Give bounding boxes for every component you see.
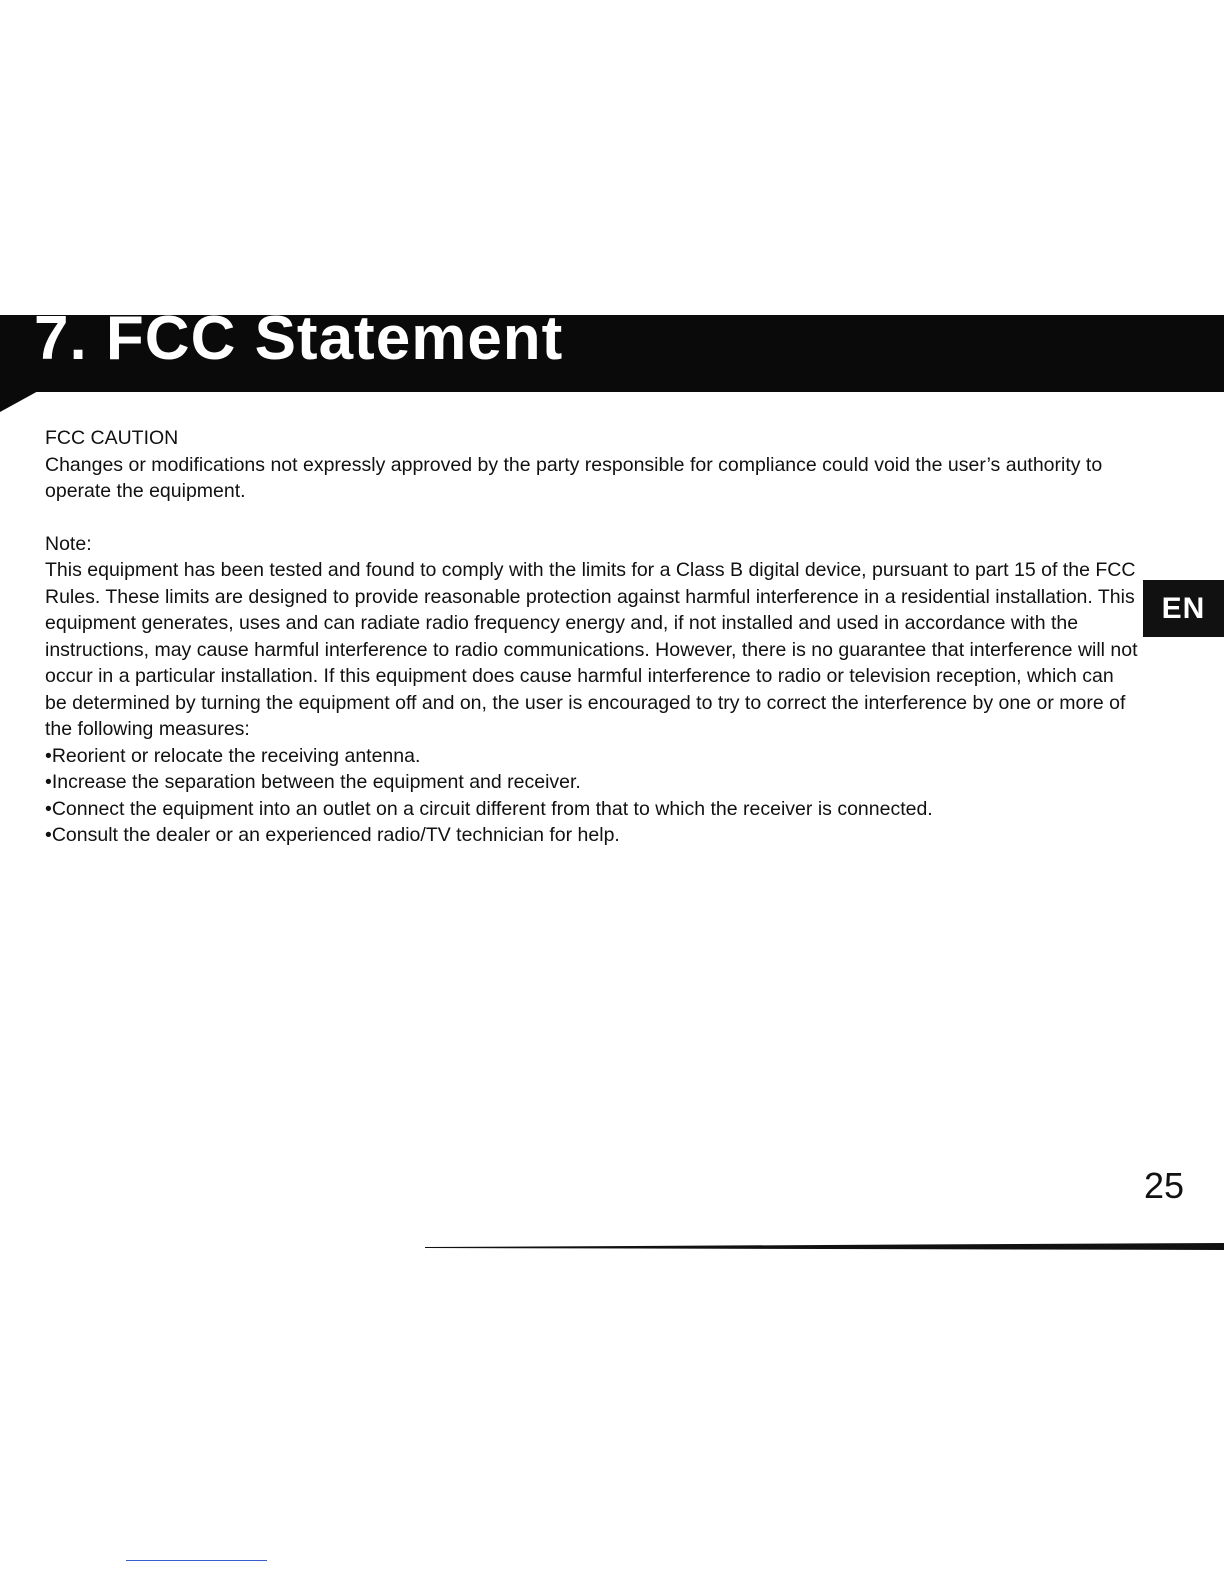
page-number: 25 (1143, 1165, 1184, 1206)
footer-underline (126, 1560, 267, 1561)
caution-text: Changes or modifications not expressly approved by the party responsible for compliance could void the user’s authority to operate the equipment. (45, 453, 1103, 502)
list-item (45, 769, 1140, 796)
header-corner-tab (0, 390, 40, 412)
note-heading: Note: (45, 532, 92, 555)
measure-text: Consult the dealer or an experienced radio/TV technician for help. (51, 824, 620, 846)
measure-text: Reorient or relocate the receiving antenna. (51, 744, 421, 767)
section-title: 7. FCC Statement (34, 304, 564, 373)
list-item (45, 743, 1140, 770)
language-tab: EN (1143, 580, 1224, 637)
note-text: This equipment has been tested and found to comply with the limits for a Class B digital device, pursuant to part 15 of the FCC Rules. These limits are designed to provide reasonable protection against harmful interference in a residential installation. This equipment generates, uses and can radiate radio frequency energy and, if not installed and used in accordance with the instructions, may cause harmful interference to radio communications. However, there is no guarantee that interference will not occur in a particular installation. If this equipment does cause harmful interference to radio or television reception, which can be determined by turning the equipment off and on, the user is encouraged to try to correct the interference by one or more of the following measures: (45, 559, 1138, 740)
list-item (45, 822, 1140, 849)
fcc-statement-body (45, 425, 1140, 849)
footer-rule (425, 1240, 1224, 1250)
measures-list (45, 743, 1140, 849)
caution-heading: FCC CAUTION (45, 427, 179, 449)
measure-text: Connect the equipment into an outlet on a circuit different from that to which the receiver is connected. (51, 797, 933, 820)
list-item (45, 796, 1140, 823)
paragraph-gap (45, 505, 1140, 531)
measure-text: Increase the separation between the equipment and receiver. (51, 771, 581, 793)
